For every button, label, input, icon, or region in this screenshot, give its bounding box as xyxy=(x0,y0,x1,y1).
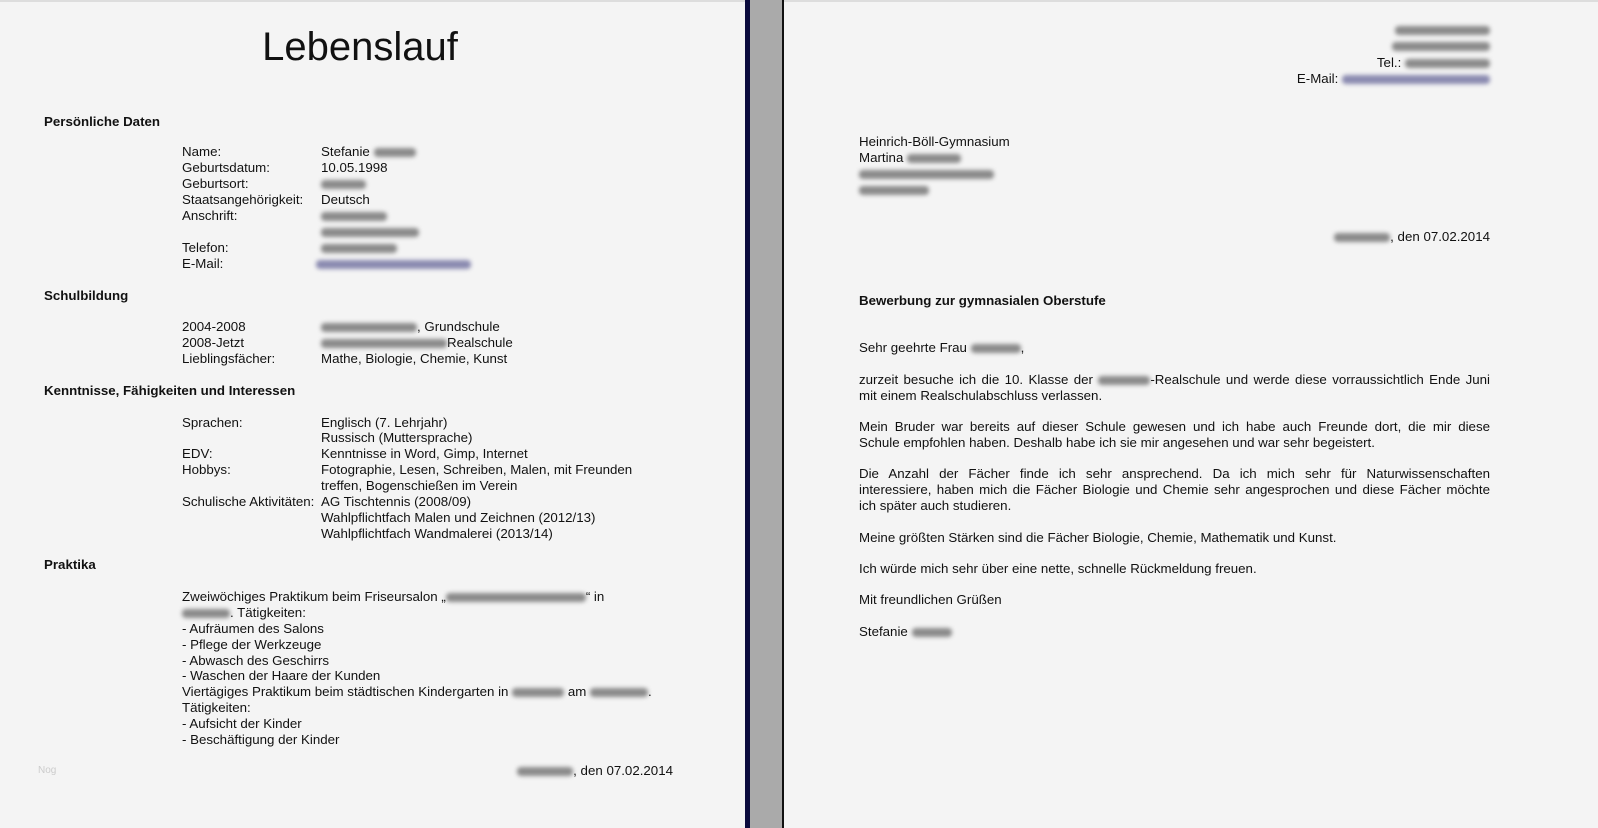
paragraph-line: mit einem Realschulabschluss verlassen. xyxy=(859,388,1103,403)
date-text: , den 07.02.2014 xyxy=(1390,229,1490,244)
paragraph-line: interessiere, haben mich die Fächer Biologie und Chemie sehr angesprochen und diese Fächer möchte xyxy=(859,482,1490,497)
text: Martina xyxy=(859,150,904,165)
redacted xyxy=(316,256,471,272)
page-gutter xyxy=(750,0,783,828)
text: . xyxy=(648,684,652,699)
redacted xyxy=(1395,22,1490,38)
text: -Realschule und werde diese vorraussichtlich Ende Juni xyxy=(1150,372,1490,387)
redacted xyxy=(321,224,419,240)
text: Viertägiges Praktikum beim städtischen Kindergarten in xyxy=(182,684,509,699)
redacted xyxy=(374,148,416,157)
salutation: Sehr geehrte Frau , xyxy=(859,340,1025,355)
letter-page xyxy=(784,2,1598,828)
label-birthplace: Geburtsort: xyxy=(182,176,249,191)
letter-subject: Bewerbung zur gymnasialen Oberstufe xyxy=(859,293,1106,308)
internship-line xyxy=(182,605,306,621)
value-edv: Kenntnisse in Word, Gimp, Internet xyxy=(321,446,528,461)
section-skills: Kenntnisse, Fähigkeiten und Interessen xyxy=(44,383,296,398)
sender-email xyxy=(1297,71,1490,87)
text: Zweiwöchiges Praktikum beim Friseursalon „ xyxy=(182,589,446,604)
label-email: E-Mail: xyxy=(182,256,224,271)
value-name xyxy=(321,144,416,160)
value-favorites: Mathe, Biologie, Chemie, Kunst xyxy=(321,351,508,366)
recipient-name xyxy=(859,150,961,166)
email-label: E-Mail: xyxy=(1296,71,1339,86)
watermark: Nog xyxy=(38,765,57,776)
signature xyxy=(859,624,952,640)
label-hobbies: Hobbys: xyxy=(182,462,231,477)
cv-page xyxy=(0,2,745,828)
section-personal: Persönliche Daten xyxy=(44,114,161,129)
date-text: , den 07.02.2014 xyxy=(573,763,673,778)
school-type: , Grundschule xyxy=(417,319,500,334)
school-period: 2004-2008 xyxy=(182,319,246,334)
value-language: Russisch (Muttersprache) xyxy=(321,430,473,445)
redacted xyxy=(1392,38,1490,54)
text: am xyxy=(567,684,587,699)
school-period: 2008-Jetzt xyxy=(182,335,245,350)
task-item: - Beschäftigung der Kinder xyxy=(182,732,340,747)
internship-line xyxy=(182,589,604,605)
value-hobbies: Fotographie, Lesen, Schreiben, Malen, mit Freunden xyxy=(321,462,633,477)
label-favorites: Lieblingsfächer: xyxy=(182,351,276,366)
redacted xyxy=(859,166,994,182)
value-activity: Wahlpflichtfach Wandmalerei (2013/14) xyxy=(321,526,553,541)
cv-date xyxy=(517,763,673,779)
sender-phone xyxy=(1377,55,1490,71)
task-item: - Pflege der Werkzeuge xyxy=(182,637,322,652)
paragraph-line: Mein Bruder war bereits auf dieser Schule gewesen und ich habe auch Freunde dort, die mir diese xyxy=(859,419,1490,434)
task-item: - Abwasch des Geschirrs xyxy=(182,653,330,668)
value-activity: Wahlpflichtfach Malen und Zeichnen (2012/13) xyxy=(321,510,596,525)
value-hobbies: treffen, Bogenschießen im Verein xyxy=(321,478,518,493)
label-address: Anschrift: xyxy=(182,208,238,223)
label-nationality: Staatsangehörigkeit: xyxy=(182,192,304,207)
internship-line xyxy=(182,684,652,700)
phone-label: Tel.: xyxy=(1376,55,1402,70)
task-item: - Aufräumen des Salons xyxy=(182,621,324,636)
redacted xyxy=(321,176,366,192)
value-birthdate: 10.05.1998 xyxy=(321,160,388,175)
section-school: Schulbildung xyxy=(44,288,129,303)
label-birthdate: Geburtsdatum: xyxy=(182,160,270,175)
paragraph-line: Meine größten Stärken sind die Fächer Biologie, Chemie, Mathematik und Kunst. xyxy=(859,530,1337,545)
text: Sehr geehrte Frau xyxy=(859,340,967,355)
task-item: - Aufsicht der Kinder xyxy=(182,716,302,731)
paragraph-line: ich später auch studieren. xyxy=(859,498,1012,513)
paragraph-line xyxy=(859,372,1490,388)
label-activities: Schulische Aktivitäten: xyxy=(182,494,315,509)
label-phone: Telefon: xyxy=(182,240,229,255)
first-name: Stefanie xyxy=(321,144,370,159)
value-language: Englisch (7. Lehrjahr) xyxy=(321,415,448,430)
redacted xyxy=(859,182,929,198)
text: “ in xyxy=(585,589,605,604)
letter-date xyxy=(1334,229,1490,245)
redacted xyxy=(321,240,397,256)
cv-title: Lebenslauf xyxy=(262,25,458,69)
school-type: Realschule xyxy=(447,335,513,350)
school-entry xyxy=(321,319,500,335)
recipient-school: Heinrich-Böll-Gymnasium xyxy=(859,134,1010,149)
paragraph-line: Ich würde mich sehr über eine nette, schnelle Rückmeldung freuen. xyxy=(859,561,1257,576)
value-activity: AG Tischtennis (2008/09) xyxy=(321,494,472,509)
paragraph-line: Schule empfohlen haben. Deshalb habe ich sie mir angesehen und war sehr begeistert. xyxy=(859,435,1375,450)
text: Stefanie xyxy=(859,624,908,639)
closing: Mit freundlichen Grüßen xyxy=(859,592,1002,607)
school-entry xyxy=(321,335,513,351)
task-item: - Waschen der Haare der Kunden xyxy=(182,668,381,683)
paragraph-line: Die Anzahl der Fächer finde ich sehr ansprechend. Da ich mich sehr für Naturwissenschaften xyxy=(859,466,1490,481)
text: . Tätigkeiten: xyxy=(230,605,306,620)
value-nationality: Deutsch xyxy=(321,192,370,207)
label-languages: Sprachen: xyxy=(182,415,243,430)
section-internships: Praktika xyxy=(44,557,96,572)
label-edv: EDV: xyxy=(182,446,213,461)
tasks-label: Tätigkeiten: xyxy=(182,700,251,715)
redacted xyxy=(321,208,387,224)
label-name: Name: xyxy=(182,144,222,159)
text: zurzeit besuche ich die 10. Klasse der xyxy=(859,372,1093,387)
